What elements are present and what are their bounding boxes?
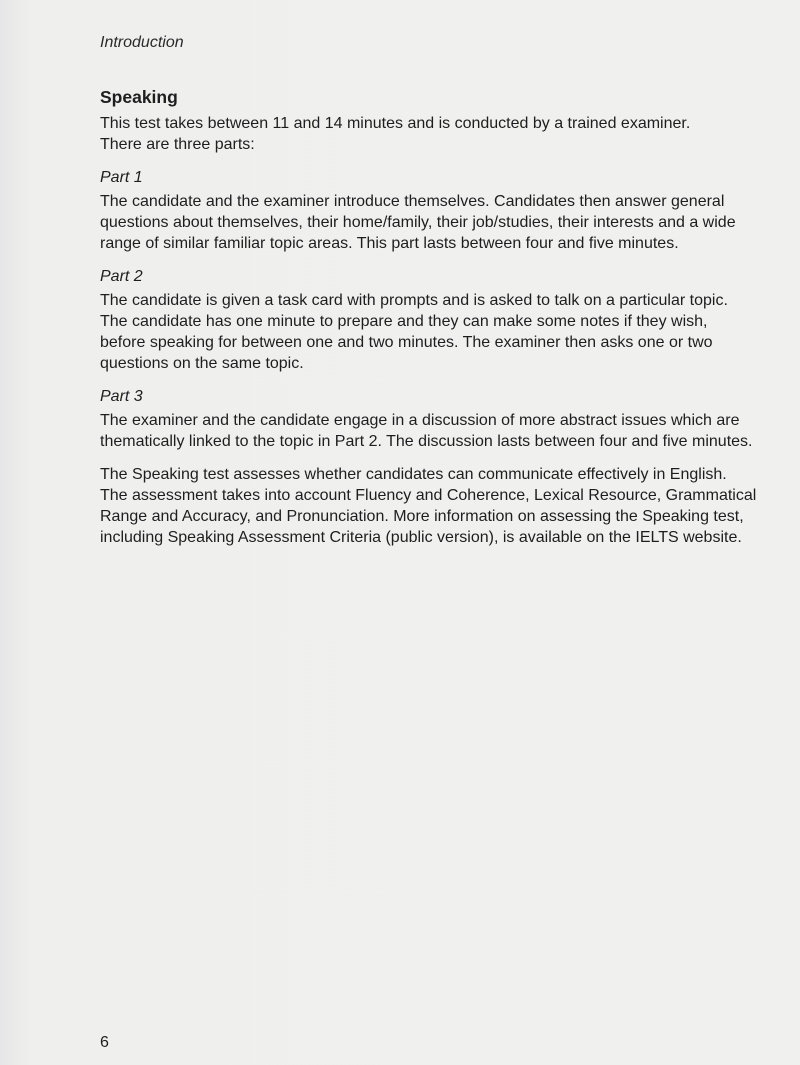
text-line: including Speaking Assessment Criteria (public version), is available on the IELTS website. [100, 529, 742, 546]
text-line: The candidate is given a task card with prompts and is asked to talk on a particular topic. [100, 292, 728, 309]
text-line: This test takes between 11 and 14 minutes and is conducted by a trained examiner. [100, 115, 691, 132]
part-1-heading: Part 1 [100, 169, 143, 186]
text-line: questions on the same topic. [100, 355, 304, 372]
text-line: before speaking for between one and two minutes. The examiner then asks one or two [100, 334, 713, 351]
text-line: Range and Accuracy, and Pronunciation. More information on assessing the Speaking test, [100, 508, 744, 525]
part-1-paragraph [100, 191, 790, 254]
part-2-paragraph [100, 290, 790, 374]
section-title: Speaking [100, 87, 178, 107]
page-number: 6 [100, 1034, 109, 1051]
text-line: The Speaking test assesses whether candidates can communicate effectively in English. [100, 466, 727, 483]
assessment-paragraph [100, 464, 790, 548]
page-content [100, 86, 790, 548]
intro-paragraph [100, 113, 790, 155]
text-line: The candidate and the examiner introduce themselves. Candidates then answer general [100, 193, 725, 210]
text-line: thematically linked to the topic in Part 2. The discussion lasts between four and five minutes. [100, 433, 753, 450]
text-line: range of similar familiar topic areas. This part lasts between four and five minutes. [100, 235, 679, 252]
part-3-paragraph [100, 410, 790, 452]
text-line: The assessment takes into account Fluency and Coherence, Lexical Resource, Grammatical [100, 487, 757, 504]
text-line: The candidate has one minute to prepare and they can make some notes if they wish, [100, 313, 708, 330]
text-line: questions about themselves, their home/family, their job/studies, their interests and a wide [100, 214, 736, 231]
text-line: The examiner and the candidate engage in a discussion of more abstract issues which are [100, 412, 740, 429]
part-3-heading: Part 3 [100, 388, 143, 405]
running-head: Introduction [100, 34, 184, 51]
part-2-heading: Part 2 [100, 268, 143, 285]
text-line: There are three parts: [100, 136, 255, 153]
